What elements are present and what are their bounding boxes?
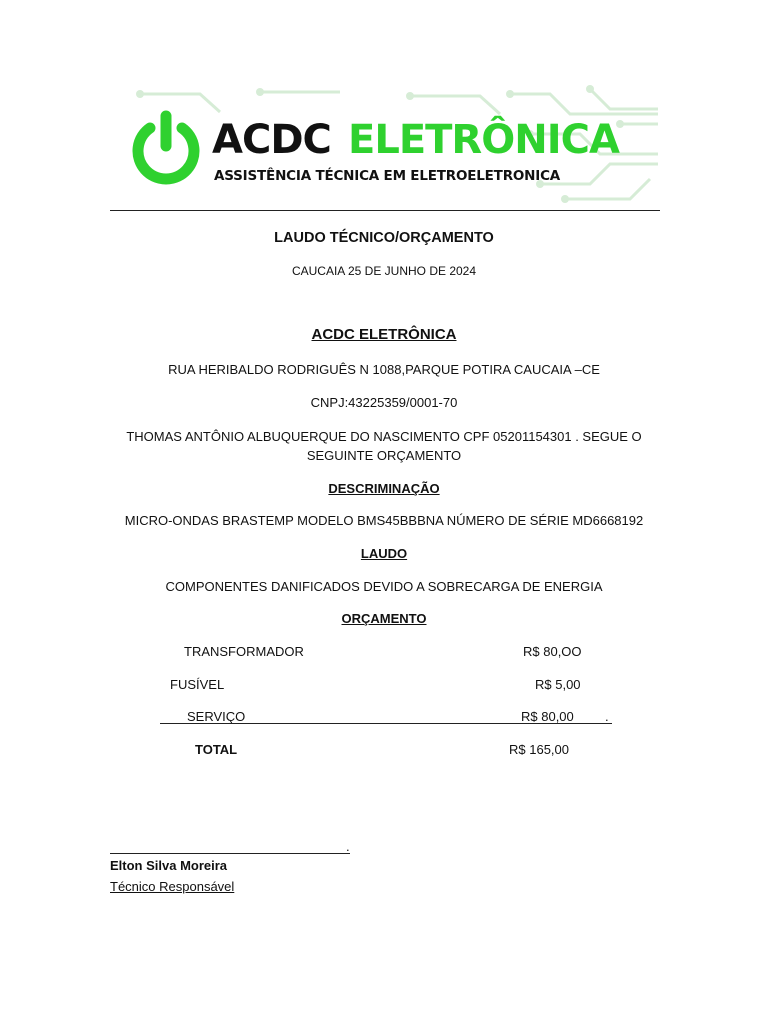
laudo-heading: LAUDO	[360, 546, 408, 561]
budget-item-name: FUSÍVEL	[170, 677, 225, 692]
budget-item-price: R$ 80,OO	[523, 644, 582, 659]
descriminacao-text: MICRO-ONDAS BRASTEMP MODELO BMS45BBBNA NÚMERO DE SÉRIE MD6668192	[124, 513, 644, 528]
document-title: LAUDO TÉCNICO/ORÇAMENTO	[274, 230, 494, 246]
budget-item-price: R$ 5,00	[535, 677, 581, 692]
service-underline	[160, 723, 612, 724]
client-info: THOMAS ANTÔNIO ALBUQUERQUE DO NASCIMENTO CPF 05201154301 . SEGUE O SEGUINTE ORÇAMENTO	[126, 429, 642, 463]
brand-name-acdc: ACDC	[212, 117, 331, 163]
company-cnpj: CNPJ:43225359/0001-70	[310, 395, 458, 410]
signer-name: Elton Silva Moreira	[110, 858, 228, 873]
company-address: RUA HERIBALDO RODRIGUÊS N 1088,PARQUE POTIRA CAUCAIA –CE	[168, 362, 600, 377]
signer-role: Técnico Responsável	[110, 879, 235, 894]
header-divider	[110, 210, 660, 211]
total-label: TOTAL	[195, 742, 238, 757]
budget-item-name: TRANSFORMADOR	[184, 644, 304, 659]
company-name: ACDC ELETRÔNICA	[311, 326, 457, 343]
power-icon	[130, 110, 202, 186]
signature-line	[110, 853, 350, 854]
header-banner	[110, 84, 658, 208]
descriminacao-heading: DESCRIMINAÇÃO	[328, 481, 440, 496]
trailing-dot: .	[605, 709, 609, 724]
document-date: CAUCAIA 25 DE JUNHO DE 2024	[291, 264, 477, 278]
budget-item-price: R$ 80,00	[521, 709, 574, 724]
orcamento-heading: ORÇAMENTO	[341, 611, 427, 626]
brand-name-eletronica: ELETRÔNICA	[348, 117, 619, 163]
signature-dot: .	[346, 839, 350, 854]
budget-item-name: SERVIÇO	[187, 709, 246, 724]
laudo-text: COMPONENTES DANIFICADOS DEVIDO A SOBRECARGA DE ENERGIA	[165, 579, 603, 594]
total-value: R$ 165,00	[509, 742, 569, 757]
brand-tagline: ASSISTÊNCIA TÉCNICA EM ELETROELETRONICA	[214, 168, 561, 184]
